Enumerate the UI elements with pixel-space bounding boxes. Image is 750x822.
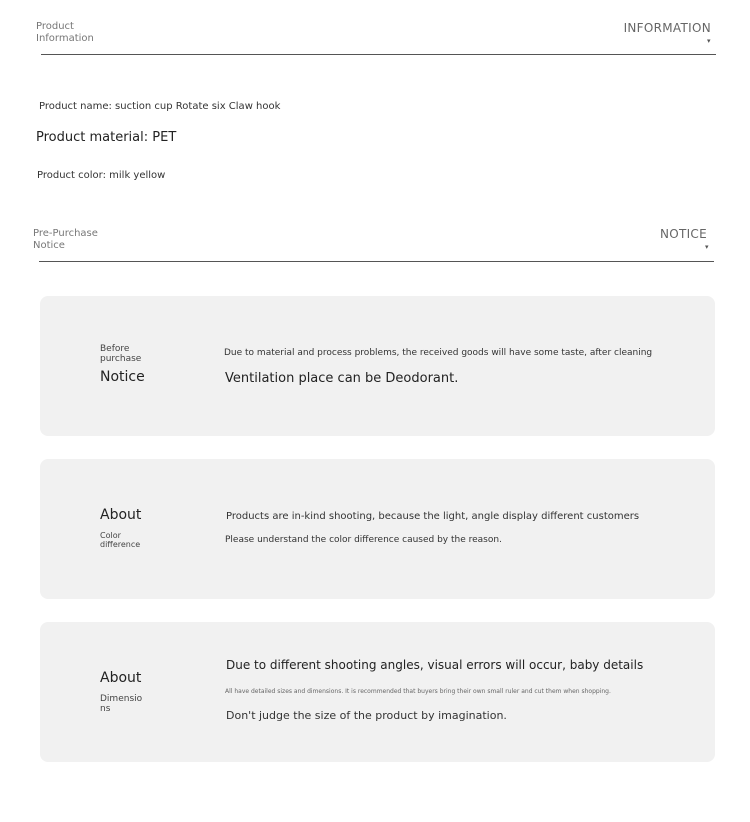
info-header-divider <box>41 54 716 55</box>
card-small-label-line2: difference <box>100 540 141 549</box>
notice-header-label-line2: Notice <box>33 240 65 251</box>
card-title: Notice <box>100 369 145 385</box>
notice-card-color-difference <box>40 459 715 599</box>
card-small-label-line2: ns <box>100 704 111 714</box>
product-name: Product name: suction cup Rotate six Claw hook <box>39 101 281 112</box>
info-header-label-line1: Product <box>36 21 74 32</box>
product-color: Product color: milk yellow <box>37 170 166 181</box>
card-small-label-line1: Color <box>100 531 121 540</box>
card-title: About <box>100 507 142 523</box>
card-text-line2: Ventilation place can be Deodorant. <box>225 371 459 386</box>
card-title: About <box>100 670 142 686</box>
card-text-line2: Please understand the color difference caused by the reason. <box>225 535 502 545</box>
info-header-label-line2: Information <box>36 33 94 44</box>
card-small-label-line2: purchase <box>100 354 142 364</box>
card-text-line1: Products are in-kind shooting, because the light, angle display different customers <box>226 511 640 522</box>
notice-card-before-purchase <box>40 296 715 436</box>
info-header-title: INFORMATION <box>623 21 711 35</box>
chevron-down-icon: ▾ <box>707 37 711 45</box>
notice-header-title: NOTICE <box>659 227 707 241</box>
card-text-line1: Due to different shooting angles, visual errors will occur, baby details <box>226 658 644 672</box>
notice-header-label-line1: Pre-Purchase <box>33 228 98 239</box>
notice-card-dimensions <box>40 622 715 762</box>
card-small-label-line1: Before <box>100 344 130 354</box>
card-text-line2: All have detailed sizes and dimensions. It is recommended that buyers bring their own small ruler and cut them when shopping. <box>225 688 611 695</box>
chevron-down-icon: ▾ <box>705 243 709 251</box>
card-text-line3: Don't judge the size of the product by imagination. <box>226 709 507 722</box>
notice-header-divider <box>39 261 714 262</box>
card-small-label-line1: Dimensio <box>100 694 143 704</box>
card-text-line1: Due to material and process problems, the received goods will have some taste, after cleaning <box>224 348 653 358</box>
product-material: Product material: PET <box>36 130 177 145</box>
